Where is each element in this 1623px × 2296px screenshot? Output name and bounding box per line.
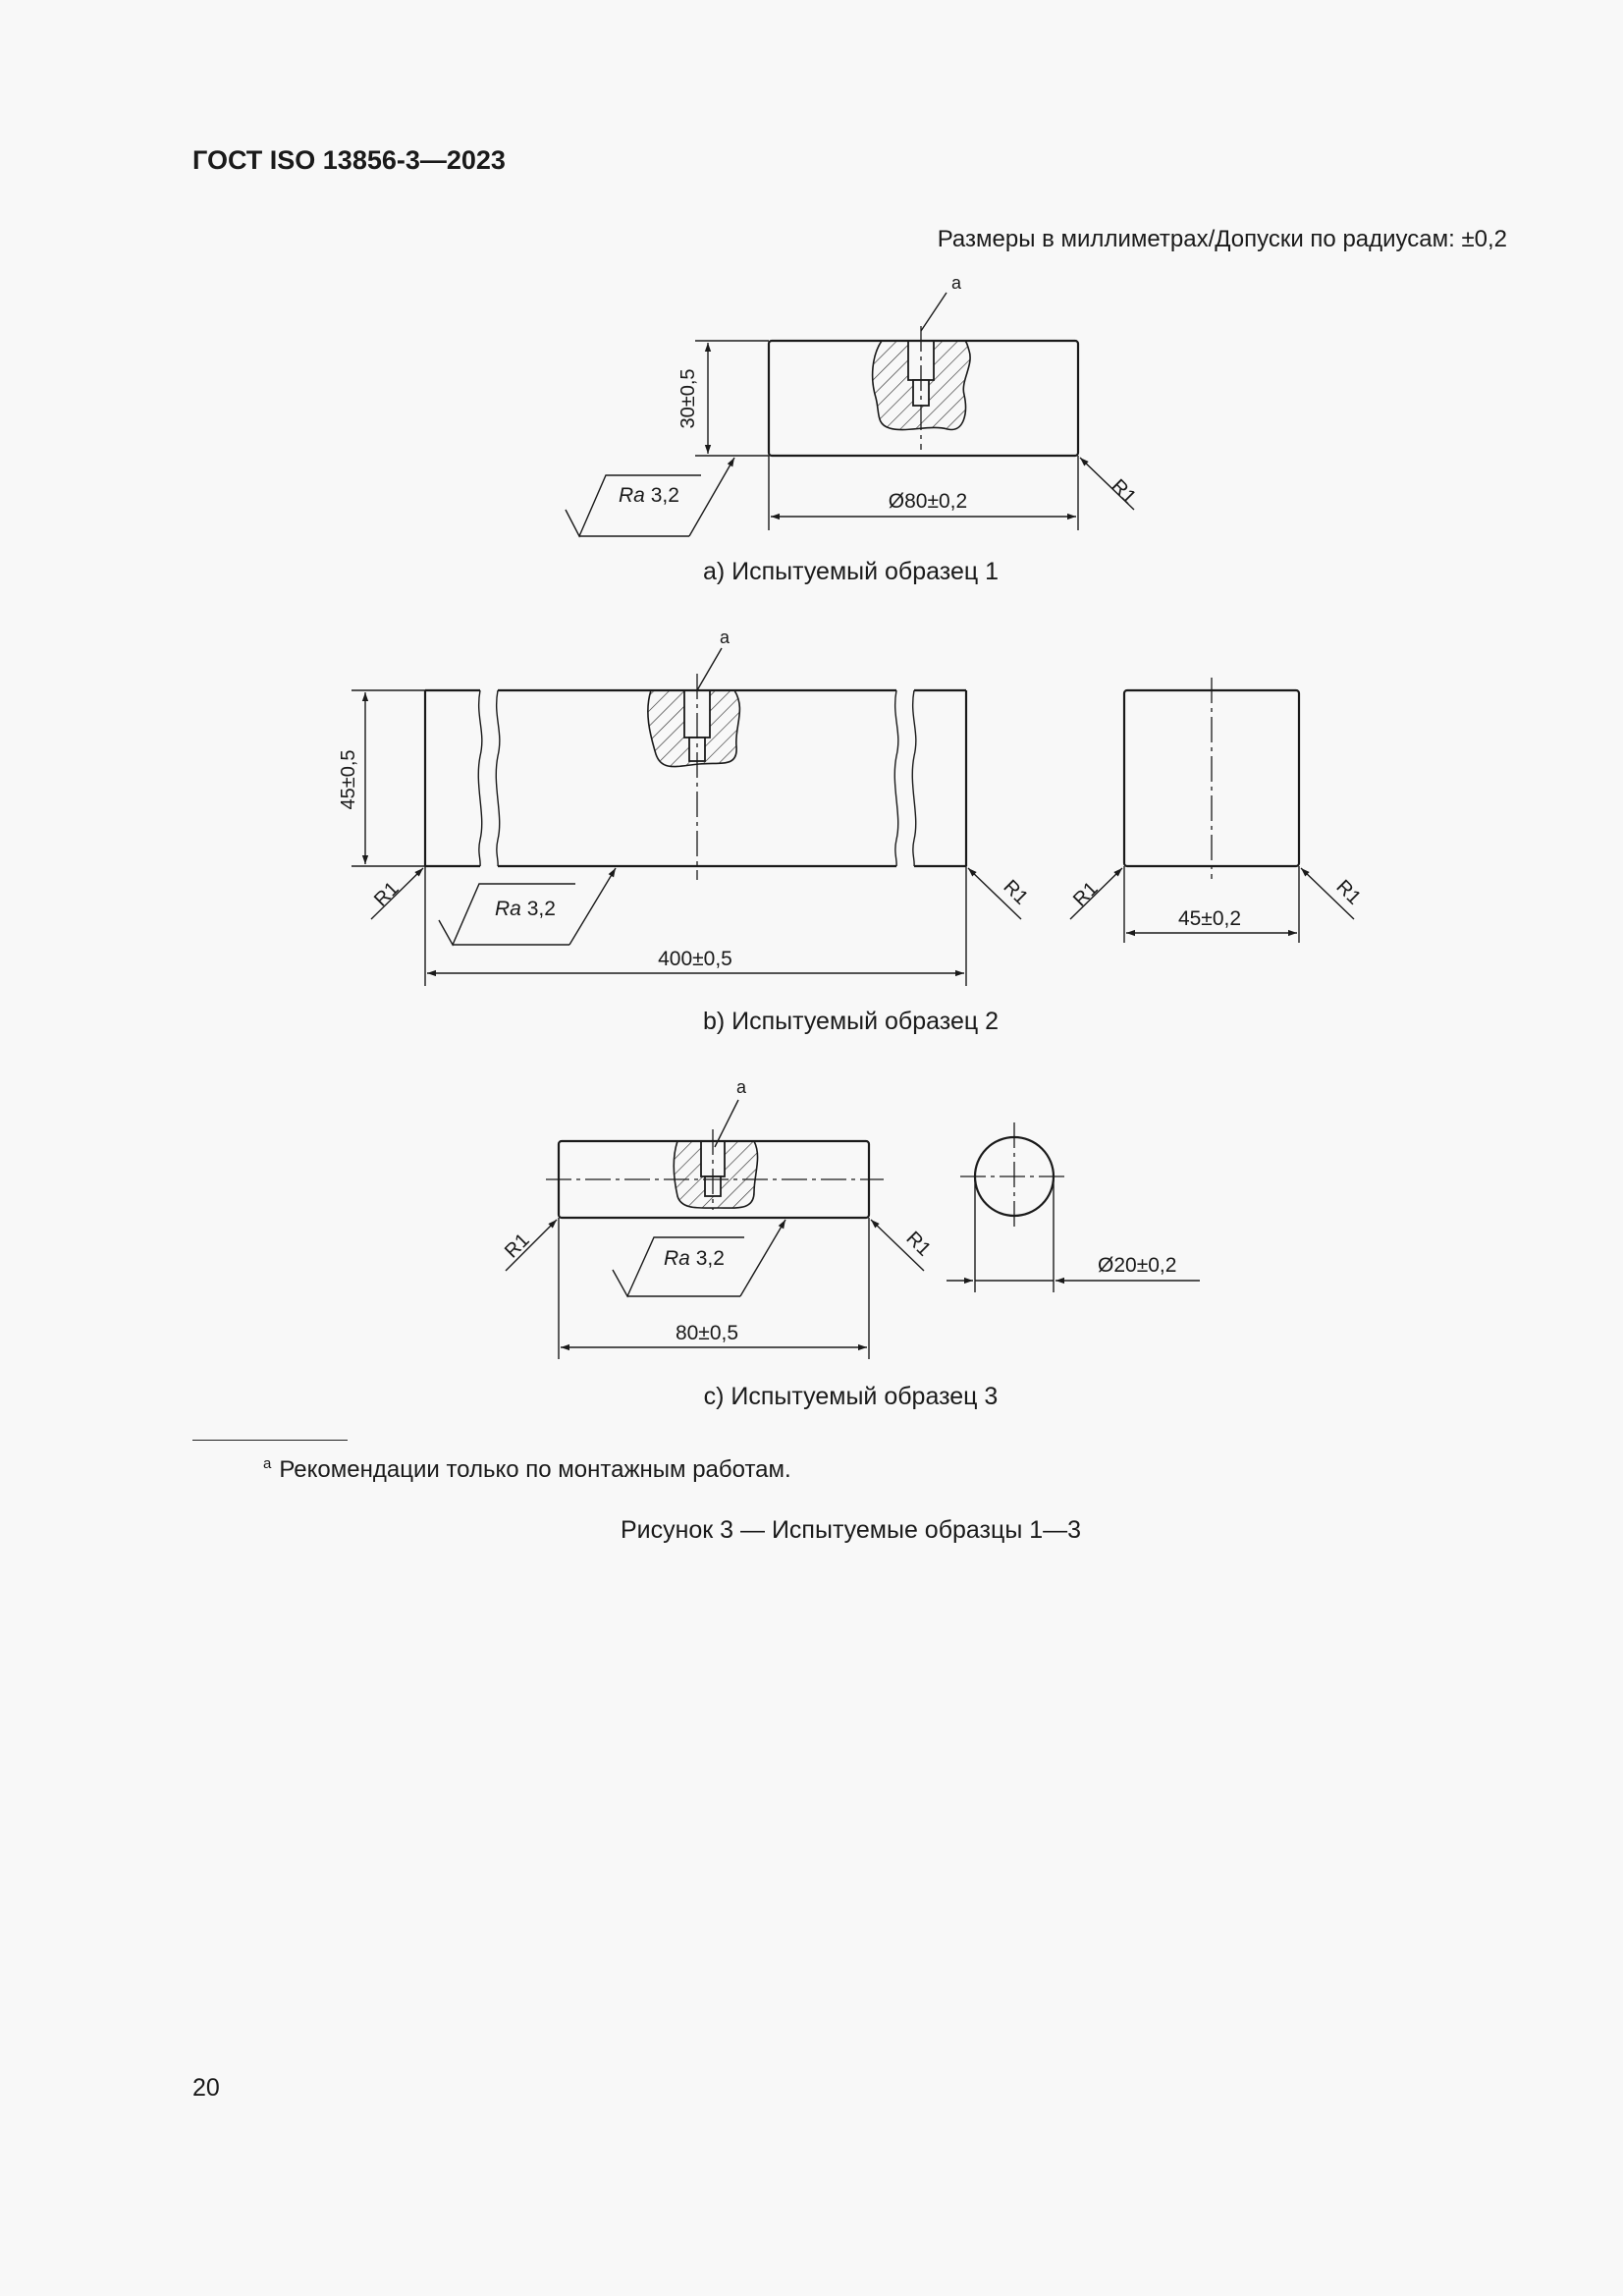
footnote: [263, 1455, 791, 1484]
specimen-2-side-width-dim: 45±0,2: [1177, 907, 1242, 930]
specimen-2-side-radius-left: R1: [1068, 877, 1103, 911]
specimen-3-radius-left: R1: [500, 1229, 534, 1263]
specimen-3-footnote-marker: a: [736, 1077, 747, 1097]
document-header: ГОСТ ISO 13856-3—2023: [192, 145, 506, 175]
specimen-2-radius-left: R1: [369, 877, 404, 911]
specimen-2-drawing: [338, 628, 1365, 986]
footnote-marker: a: [263, 1455, 272, 1472]
specimen-1-caption: a) Испытуемый образец 1: [702, 558, 1000, 585]
specimen-2-length-dim: 400±0,5: [658, 948, 732, 970]
specimen-3-roughness: Ra 3,2: [664, 1247, 725, 1270]
specimen-1-roughness: Ra 3,2: [619, 484, 679, 507]
specimen-2-footnote-marker: a: [720, 628, 730, 647]
specimen-1-diameter-dim: Ø80±0,2: [888, 490, 968, 513]
specimen-3-radius-right: R1: [901, 1227, 936, 1261]
specimen-2-height-dim: 45±0,5: [338, 749, 359, 810]
specimen-3-diameter-dim: Ø20±0,2: [1098, 1254, 1177, 1277]
specimen-2-roughness: Ra 3,2: [495, 898, 556, 920]
specimen-2-side-radius-right: R1: [1331, 875, 1366, 909]
figure-caption: Рисунок 3 — Испытуемые образцы 1—3: [620, 1516, 1082, 1544]
specimen-1-drawing: [566, 273, 1140, 536]
specimen-3-drawing: [501, 1077, 1200, 1359]
specimen-1-radius: R1: [1107, 474, 1141, 509]
specimen-2-caption: b) Испытуемый образец 2: [702, 1008, 1000, 1035]
specimen-3-caption: c) Испытуемый образец 3: [703, 1383, 999, 1410]
units-note: Размеры в миллиметрах/Допуски по радиусам: ±0,2: [937, 226, 1507, 252]
specimen-2-radius-right: R1: [999, 875, 1033, 909]
footnote-text: Рекомендации только по монтажным работам.: [279, 1456, 791, 1483]
footnote-separator: [192, 1440, 348, 1441]
specimen-1-footnote-marker: a: [951, 273, 962, 293]
specimen-1-height-dim: 30±0,5: [677, 368, 699, 429]
specimen-3-length-dim: 80±0,5: [675, 1322, 739, 1344]
page-number: 20: [192, 2074, 220, 2102]
